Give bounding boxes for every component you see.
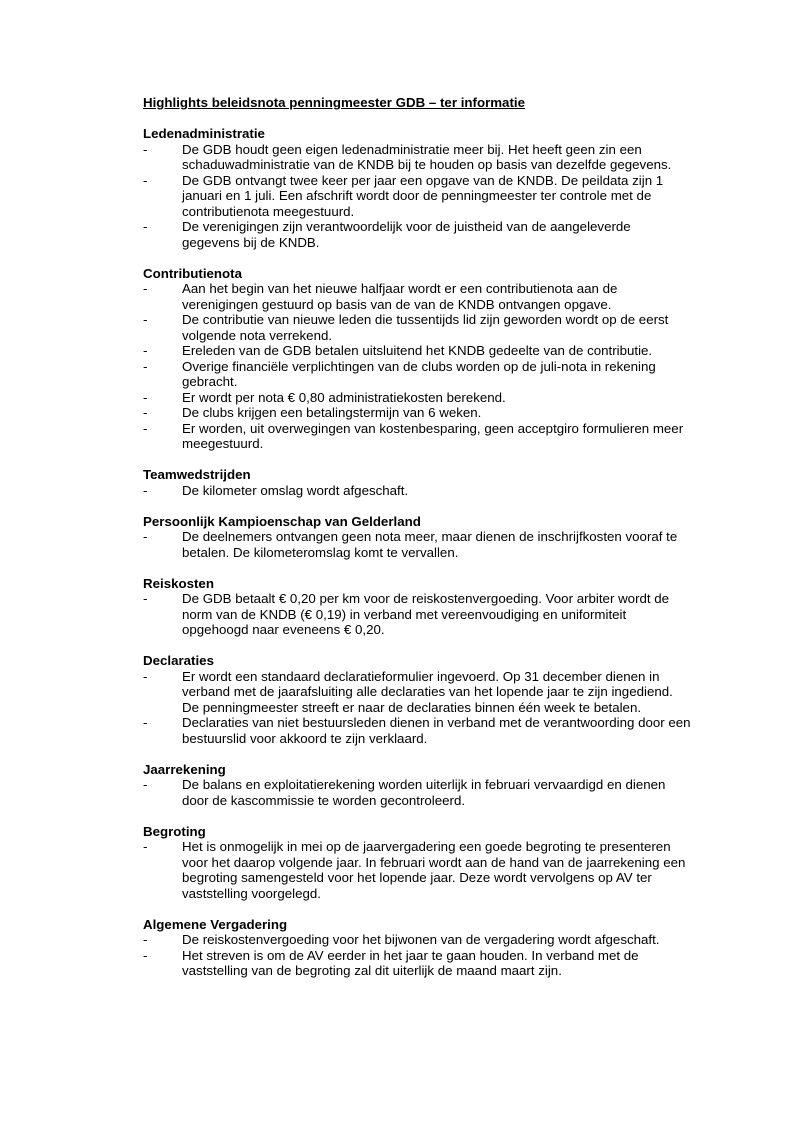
bullet-dash: -: [143, 668, 148, 684]
section-persoonlijk-kampioenschap-van-gelderland: [143, 514, 692, 561]
bullet-text: De kilometer omslag wordt afgeschaft.: [182, 482, 409, 498]
sections-container: [143, 126, 692, 979]
bullet-text: De balans en exploitatierekening worden uiterlijk in februari vervaardigd en dienen door de kascommissie te worden gecontroleerd.: [182, 777, 666, 808]
section-heading: Contributienota: [143, 265, 242, 281]
section-heading: Persoonlijk Kampioenschap van Gelderland: [143, 513, 421, 529]
section-ledenadministratie: [143, 126, 692, 250]
bullet-dash: -: [143, 312, 148, 327]
bullet-dash: -: [143, 172, 148, 188]
bullet-text: De clubs krijgen een betalingstermijn van 6 weken.: [182, 405, 482, 420]
bullet-item: [143, 359, 692, 390]
bullet-dash: -: [143, 219, 148, 234]
bullet-item: [143, 948, 692, 979]
document-title: Highlights beleidsnota penningmeester GDB – ter informatie: [143, 95, 525, 110]
bullet-item: [143, 591, 692, 638]
bullet-text: Overige financiële verplichtingen van de clubs worden op de juli-nota in rekening gebracht.: [182, 358, 656, 389]
bullet-text: Er worden, uit overwegingen van kostenbesparing, geen acceptgiro formulieren meer meegestuurd.: [182, 420, 684, 451]
bullet-text: Het is onmogelijk in mei op de jaarvergadering een goede begroting te presenteren voor het daarop volgende jaar. In februari wordt aan de hand van de jaarrekening een begroting samengesteld voor het lopende jaar. Deze wordt vervolgens op AV ter vaststelling voorgelegd.: [182, 839, 686, 901]
section-heading: Declaraties: [143, 653, 214, 668]
section-heading: Ledenadministratie: [143, 126, 265, 141]
bullet-text: De contributie van nieuwe leden die tussentijds lid zijn geworden wordt op de eerst volgende nota verrekend.: [182, 312, 669, 343]
bullet-item: [143, 343, 692, 359]
bullet-dash: -: [143, 281, 148, 296]
bullet-item: [143, 219, 692, 250]
bullet-dash: -: [143, 715, 148, 730]
bullet-item: [143, 777, 692, 808]
bullet-text: Er wordt per nota € 0,80 administratiekosten berekend.: [182, 389, 506, 405]
bullet-item: [143, 142, 692, 173]
section-heading: Jaarrekening: [143, 761, 226, 777]
bullet-text: Declaraties van niet bestuursleden dienen in verband met de verantwoording door een bestuurslid voor akkoord te zijn verklaard.: [182, 715, 691, 746]
bullet-text: De GDB houdt geen eigen ledenadministratie meer bij. Het heeft geen zin een schaduwadministratie van de KNDB bij te houden op basis van dezelfde gegevens.: [182, 141, 672, 172]
bullet-text: Ereleden van de GDB betalen uitsluitend het KNDB gedeelte van de contributie.: [182, 343, 653, 358]
bullet-dash: -: [143, 141, 148, 157]
bullet-item: [143, 421, 692, 452]
section-jaarrekening: [143, 762, 692, 809]
bullet-item: [143, 281, 692, 312]
bullet-dash: -: [143, 343, 148, 358]
section-declaraties: [143, 653, 692, 746]
section-begroting: [143, 824, 692, 902]
section-heading: Reiskosten: [143, 575, 214, 591]
section-teamwedstrijden: [143, 467, 692, 498]
bullet-dash: -: [143, 482, 148, 498]
bullet-item: [143, 312, 692, 343]
section-contributienota: [143, 266, 692, 452]
section-heading: Teamwedstrijden: [143, 467, 251, 482]
bullet-item: [143, 715, 692, 746]
bullet-item: [143, 839, 692, 901]
bullet-item: [143, 669, 692, 716]
bullet-item: [143, 173, 692, 220]
bullet-text: De verenigingen zijn verantwoordelijk voor de juistheid van de aangeleverde gegevens bij de KNDB.: [182, 219, 631, 250]
section-heading: Algemene Vergadering: [143, 916, 288, 932]
bullet-dash: -: [143, 405, 148, 420]
bullet-dash: -: [143, 358, 148, 374]
bullet-dash: -: [143, 389, 148, 405]
bullet-text: De GDB betaalt € 0,20 per km voor de reiskostenvergoeding. Voor arbiter wordt de norm van de KNDB (€ 0,19) in verband met vereenvoudiging en uniformiteit opgehoogd naar eveneens € 0,20.: [182, 591, 670, 637]
bullet-text: De deelnemers ontvangen geen nota meer, maar dienen de inschrijfkosten vooraf te betalen. De kilometeromslag komt te vervallen.: [182, 529, 678, 560]
bullet-item: [143, 390, 692, 406]
bullet-item: [143, 483, 692, 499]
bullet-text: Aan het begin van het nieuwe halfjaar wordt er een contributienota aan de verenigingen gestuurd op basis van de van de KNDB ontvangen opgave.: [182, 281, 618, 312]
bullet-item: [143, 529, 692, 560]
bullet-item: [143, 405, 692, 421]
bullet-dash: -: [143, 529, 148, 544]
bullet-text: Er wordt een standaard declaratieformulier ingevoerd. Op 31 december dienen in verband met de jaarafsluiting alle declaraties van het lopende jaar te zijn ingediend. De penningmeester streeft er naar de declaraties binnen één week te betalen.: [182, 668, 673, 715]
section-algemene-vergadering: [143, 917, 692, 979]
document-page: [143, 95, 692, 994]
bullet-dash: -: [143, 932, 148, 947]
bullet-text: De GDB ontvangt twee keer per jaar een opgave van de KNDB. De peildata zijn 1 januari en 1 juli. Een afschrift wordt door de penningmeester ter controle met de contributienota meegestuurd.: [182, 172, 664, 219]
section-reiskosten: [143, 576, 692, 638]
section-heading: Begroting: [143, 823, 206, 839]
bullet-dash: -: [143, 420, 148, 436]
bullet-item: [143, 932, 692, 948]
bullet-text: De reiskostenvergoeding voor het bijwonen van de vergadering wordt afgeschaft.: [182, 932, 660, 947]
bullet-dash: -: [143, 591, 148, 606]
bullet-dash: -: [143, 777, 148, 792]
bullet-dash: -: [143, 839, 148, 854]
bullet-dash: -: [143, 947, 148, 963]
bullet-text: Het streven is om de AV eerder in het jaar te gaan houden. In verband met de vaststelling van de begroting zal dit uiterlijk de maand maart zijn.: [182, 947, 639, 978]
